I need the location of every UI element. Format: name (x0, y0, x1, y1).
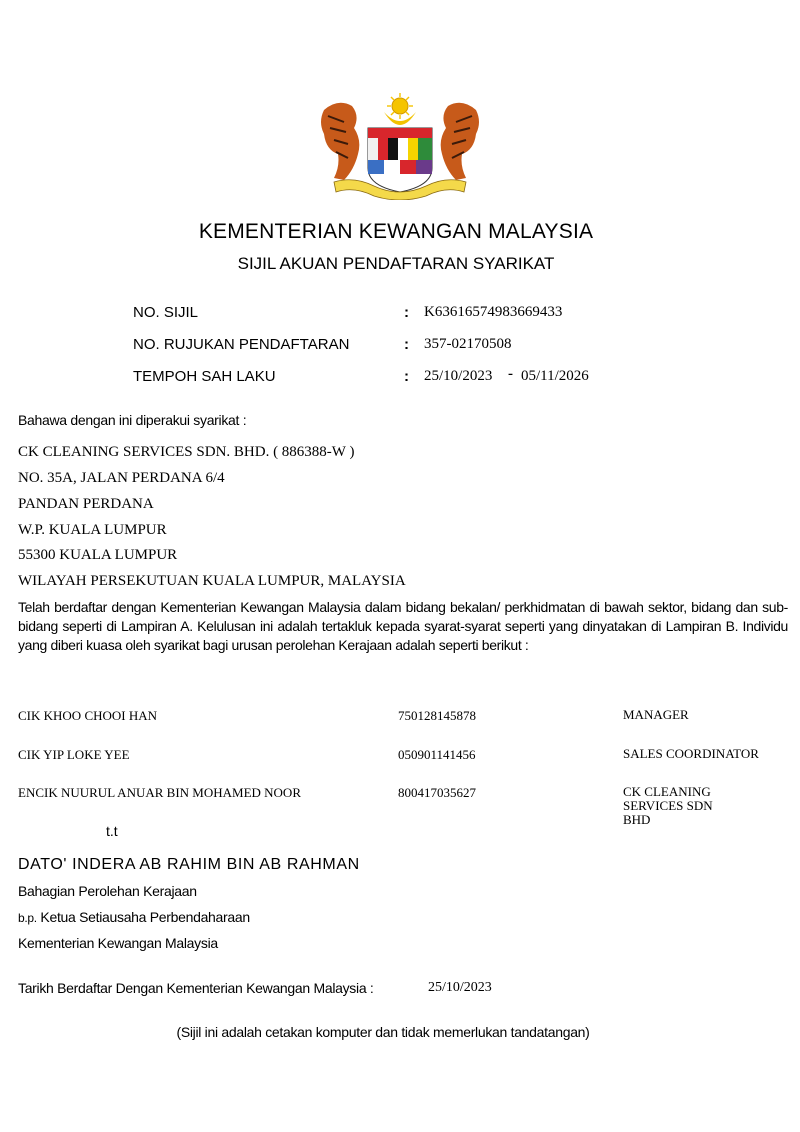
address-line-4: 55300 KUALA LUMPUR (18, 547, 178, 563)
coat-of-arms-icon (314, 92, 486, 200)
certificate-number-label: NO. SIJIL (133, 304, 199, 321)
validity-separator: - (508, 366, 513, 382)
representative-name: CIK KHOO CHOOI HAN (18, 708, 158, 723)
company-name: CK CLEANING SERVICES SDN. BHD. ( 886388-W ) (18, 444, 355, 460)
bp-prefix: b.p. (18, 911, 37, 925)
signatory-division: Bahagian Perolehan Kerajaan (18, 883, 197, 899)
signature-tt: t.t (106, 823, 118, 839)
representative-position: CK CLEANING SERVICES SDN BHD (623, 784, 713, 827)
registration-reference-label: NO. RUJUKAN PENDAFTARAN (133, 336, 350, 353)
representative-position: MANAGER (623, 707, 689, 722)
representative-position: SALES COORDINATOR (623, 746, 759, 761)
signatory-on-behalf (18, 909, 250, 925)
registration-date-value: 25/10/2023 (428, 980, 492, 995)
meta-colon: : (404, 304, 409, 321)
certification-intro: Bahawa dengan ini diperakui syarikat : (18, 412, 247, 428)
body-paragraph: Telah berdaftar dengan Kementerian Kewangan Malaysia dalam bidang bekalan/ perkhidmatan di bawah sektor, bidang dan sub-bidang seperti di Lampiran A. Kelulusan ini adalah tertakluk kepada syarat-syarat seperti yang dinyatakan di Lampiran B. Individu yang diberi kuasa oleh syarikat bagi urusan perolehan Kerajaan adalah seperti berikut : (18, 599, 788, 653)
validity-start-date: 25/10/2023 (424, 368, 493, 384)
representative-name: ENCIK NUURUL ANUAR BIN MOHAMED NOOR (18, 785, 301, 800)
meta-colon: : (404, 368, 409, 385)
address-line-3: W.P. KUALA LUMPUR (18, 522, 167, 538)
meta-colon: : (404, 336, 409, 353)
certificate-title: SIJIL AKUAN PENDAFTARAN SYARIKAT (237, 254, 555, 273)
address-line-2: PANDAN PERDANA (18, 496, 154, 512)
ministry-title: KEMENTERIAN KEWANGAN MALAYSIA (198, 220, 594, 243)
validity-end-date: 05/11/2026 (521, 368, 589, 384)
on-behalf-title: Ketua Setiausaha Perbendaharaan (40, 909, 250, 925)
signatory-ministry: Kementerian Kewangan Malaysia (18, 935, 218, 951)
validity-period-label: TEMPOH SAH LAKU (133, 368, 276, 385)
computer-generated-note: (Sijil ini adalah cetakan komputer dan tidak memerlukan tandatangan) (176, 1024, 590, 1040)
certificate-number-value: K63616574983669433 (424, 304, 563, 320)
representative-name: CIK YIP LOKE YEE (18, 747, 130, 762)
address-line-1: NO. 35A, JALAN PERDANA 6/4 (18, 470, 225, 486)
registration-date-label: Tarikh Berdaftar Dengan Kementerian Kewangan Malaysia : (18, 980, 374, 996)
signatory-name: DATO' INDERA AB RAHIM BIN AB RAHMAN (18, 856, 360, 873)
representative-ic: 800417035627 (398, 785, 476, 800)
representative-ic: 050901141456 (398, 747, 476, 762)
representative-ic: 750128145878 (398, 708, 476, 723)
registration-reference-value: 357-02170508 (424, 336, 512, 352)
address-line-5: WILAYAH PERSEKUTUAN KUALA LUMPUR, MALAYSIA (18, 573, 406, 589)
